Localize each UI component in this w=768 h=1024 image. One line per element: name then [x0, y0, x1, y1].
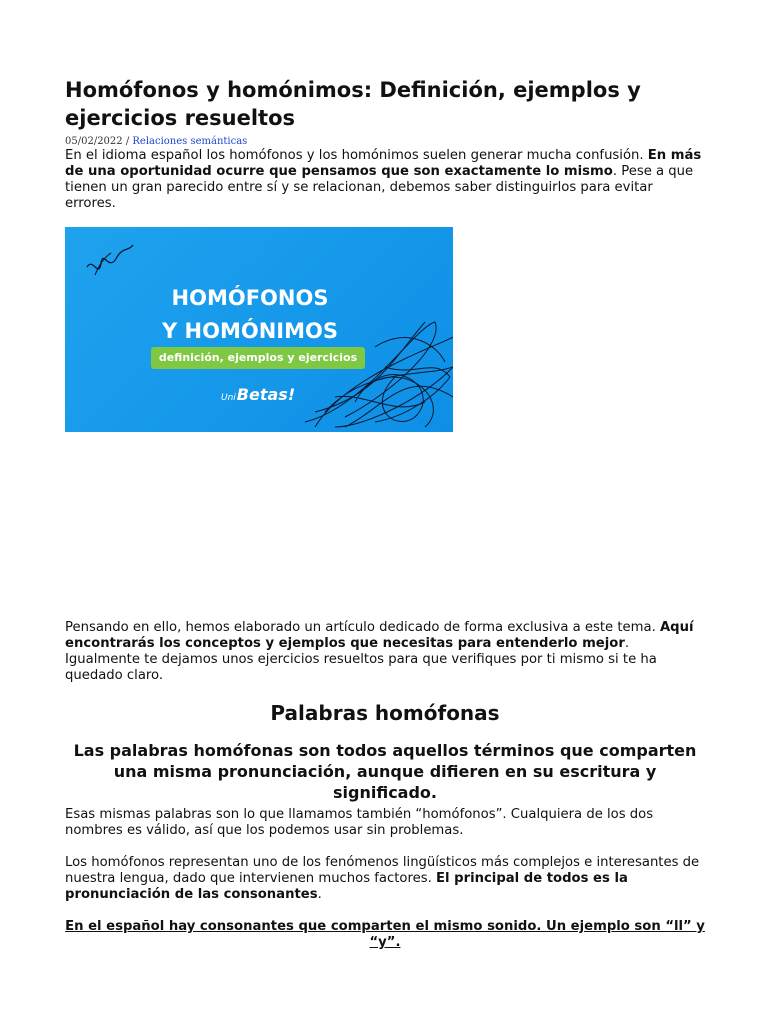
publish-date: 05/02/2022 — [65, 136, 123, 147]
hero-line-2: Y HOMÓNIMOS — [162, 319, 338, 343]
hero-subtitle-pill: definición, ejemplos y ejercicios — [151, 347, 365, 369]
para2-text-1: Pensando en ello, hemos elaborado un artículo dedicado de forma exclusiva a este tema. — [65, 620, 660, 635]
para4-text-2: . — [317, 887, 322, 902]
brand-name: Betas! — [236, 385, 296, 404]
hero-image — [65, 227, 453, 432]
brand-logo — [221, 385, 295, 404]
article-meta — [65, 136, 247, 148]
paragraph-5: En el español hay consonantes que comparten el mismo sonido. Un ejemplo son “ll” y “y”. — [65, 919, 705, 950]
intro-text-2: . Pese a que tienen un gran parecido entre sí y se relacionan, debemos saber distinguirlos para evitar errores. — [65, 164, 694, 211]
para4-bold: El principal de todos es la pronunciación de las consonantes — [65, 871, 628, 902]
section-heading: Palabras homófonas — [270, 701, 500, 725]
paragraph-2 — [65, 620, 705, 684]
brand-prefix: Uni — [221, 393, 236, 403]
hero-line-1: HOMÓFONOS — [171, 286, 329, 310]
intro-text-1: En el idioma español los homófonos y los homónimos suelen generar mucha confusión. — [65, 148, 648, 163]
article-title: Homófonos y homónimos: Definición, ejemplos y ejercicios resueltos — [65, 78, 641, 130]
paragraph-4 — [65, 855, 705, 903]
meta-separator: / — [122, 136, 133, 147]
category-link[interactable]: Relaciones semánticas — [132, 136, 248, 147]
paragraph-3: Esas mismas palabras son lo que llamamos también “homófonos”. Cualquiera de los dos nombres es válido, así que los podemos usar sin problemas. — [65, 807, 654, 838]
intro-paragraph — [65, 148, 705, 212]
para4-text-1: Los homófonos representan uno de los fenómenos lingüísticos más complejos e interesantes de nuestra lengua, dado que intervienen muchos factores. — [65, 855, 700, 886]
intro-bold: En más de una oportunidad ocurre que pensamos que son exactamente lo mismo — [65, 148, 702, 179]
section-subheading: Las palabras homófonas son todos aquellos términos que comparten una misma pronunciación, aunque difieren en su escritura y significado. — [73, 741, 697, 802]
para2-text-2: . Igualmente te dejamos unos ejercicios resueltos para que verifiques por ti mismo si te ha quedado claro. — [65, 636, 657, 683]
para2-bold: Aquí encontrarás los conceptos y ejemplos que necesitas para entenderlo mejor — [65, 620, 694, 651]
